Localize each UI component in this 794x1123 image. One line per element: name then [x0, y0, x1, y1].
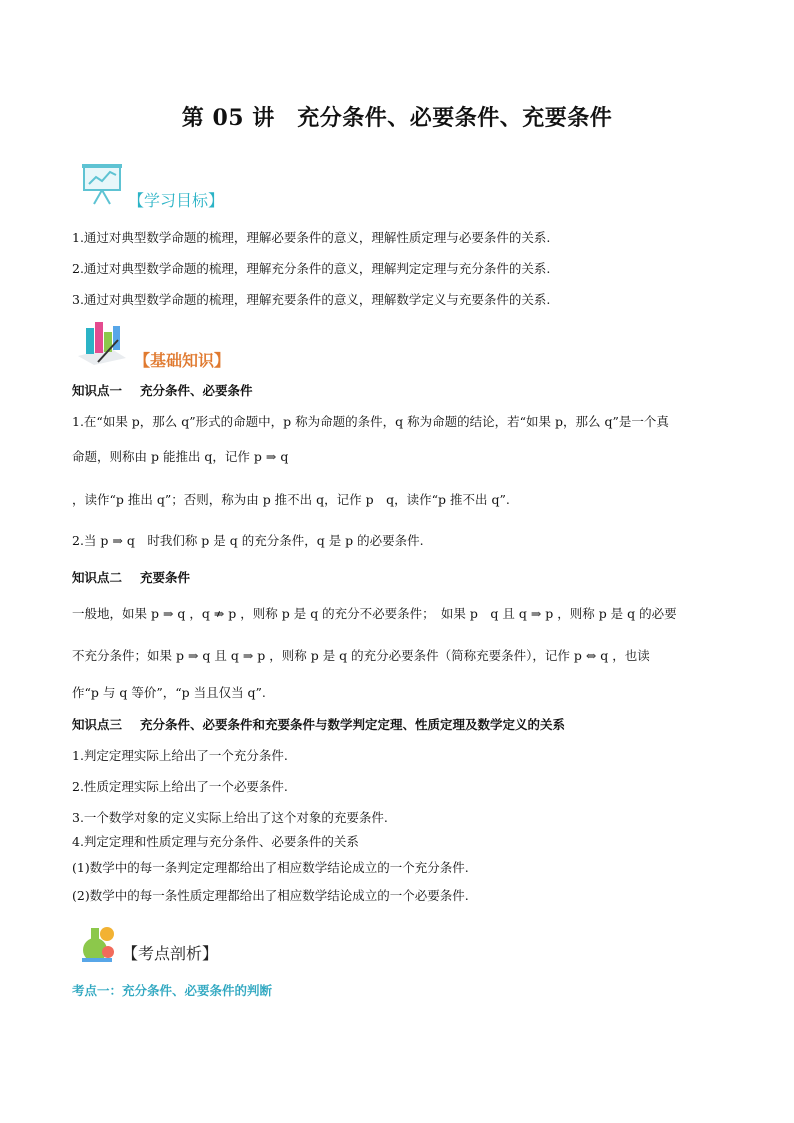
kp-label: 知识点二 [72, 570, 123, 585]
bar-chart-pen-icon [76, 318, 128, 366]
kp1-line: 1.在“如果 p，那么 q”形式的命题中，p 称为命题的条件，q 称为命题的结论，若“如果 p，那么 q”是一个真 [72, 414, 669, 429]
kp3-line: (2)数学中的每一条性质定理都给出了相应数学结论成立的一个必要条件. [72, 888, 469, 903]
knowledge-point-3-heading [72, 715, 565, 733]
kp-title: 充分条件、必要条件和充要条件与数学判定定理、性质定理及数学定义的关系 [140, 717, 566, 732]
presentation-board-icon [80, 162, 126, 206]
kp-title: 充要条件 [140, 570, 191, 585]
kp2-line: 一般地，如果 p ⇒ q ，q ⇏ p ，则称 p 是 q 的充分不必要条件； 如果 p q 且 q ⇒ p ，则称 p 是 q 的必要 [72, 606, 677, 621]
objective-line: 1.通过对典型数学命题的梳理，理解必要条件的意义，理解性质定理与必要条件的关系. [72, 230, 551, 245]
kp1-line: ，读作“p 推出 q”；否则，称为由 p 推不出 q，记作 p q，读作“p 推不出 q”. [72, 492, 510, 507]
kp3-line: (1)数学中的每一条判定定理都给出了相应数学结论成立的一个充分条件. [72, 860, 469, 875]
kp2-line: 不充分条件；如果 p ⇒ q 且 q ⇒ p ，则称 p 是 q 的充分必要条件（简称充要条件），记作 p ⇔ q ，也读 [72, 648, 650, 663]
kp3-line: 4.判定定理和性质定理与充分条件、必要条件的关系 [72, 834, 359, 849]
knowledge-point-1-heading [72, 381, 253, 399]
objectives-heading: 【学习目标】 [128, 191, 225, 210]
knowledge-point-2-heading [72, 568, 190, 586]
page-title: 第 05 讲 充分条件、必要条件、充要条件 [181, 105, 613, 131]
kp2-line: 作“p 与 q 等价”，“p 当且仅当 q”. [72, 685, 266, 700]
objective-line: 3.通过对典型数学命题的梳理，理解充要条件的意义，理解数学定义与充要条件的关系. [72, 292, 551, 307]
objective-line: 2.通过对典型数学命题的梳理，理解充分条件的意义，理解判定定理与充分条件的关系. [72, 261, 551, 276]
flask-icon [76, 922, 122, 964]
kp3-line: 3.一个数学对象的定义实际上给出了这个对象的充要条件. [72, 810, 388, 825]
kp-title: 充分条件、必要条件 [140, 383, 253, 398]
basics-heading: 【基础知识】 [134, 351, 231, 370]
kp3-line: 2.性质定理实际上给出了一个必要条件. [72, 779, 288, 794]
kp1-line: 命题，则称由 p 能推出 q，记作 p ⇒ q [72, 449, 289, 464]
kp1-line: 2.当 p ⇒ q 时我们称 p 是 q 的充分条件，q 是 p 的必要条件. [72, 533, 424, 548]
kp-label: 知识点三 [72, 717, 123, 732]
exam-point-heading: 考点一：充分条件、必要条件的判断 [72, 983, 273, 998]
kp-label: 知识点一 [72, 383, 123, 398]
analysis-heading: 【考点剖析】 [122, 944, 219, 963]
kp3-line: 1.判定定理实际上给出了一个充分条件. [72, 748, 288, 763]
